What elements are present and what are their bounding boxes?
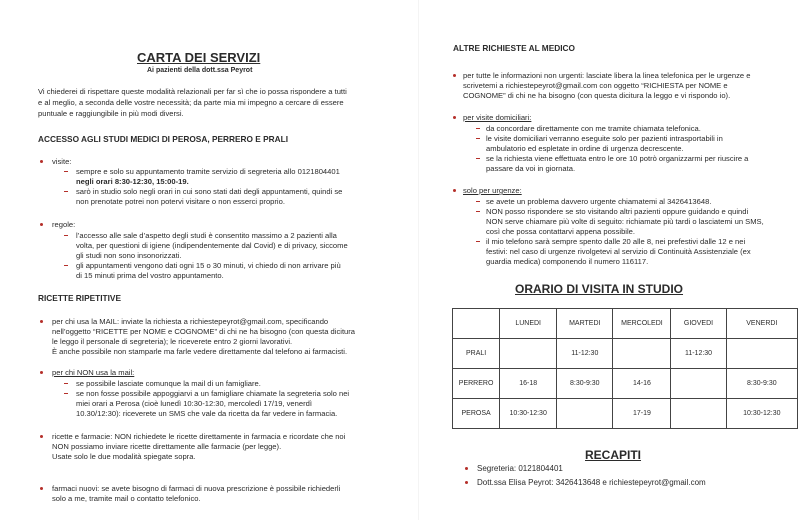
visite-label: visite: <box>52 157 72 166</box>
regole-line: volta, per questioni di igiene (indipendentemente dal Covid) e di privacy, siccome <box>76 241 348 250</box>
regole-label: regole: <box>52 220 76 229</box>
dash-icon <box>476 241 480 242</box>
nomail-line: se non fosse possibile appoggiarvi a un famigliare chiamate la segreteria solo nei <box>76 389 350 398</box>
domiciliari-line: da concordare direttamente con me tramite chiamata telefonica. <box>486 124 701 133</box>
intro-line: Vi chiederei di rispettare queste modalità relazionali per far sì che io possa rispondere a tutti <box>38 87 347 96</box>
urgenze-line: NON serve chiamare più volte di seguito: richiamate più tardi o lasciatemi un SMS, <box>486 217 764 226</box>
table-header-row <box>453 309 798 339</box>
urgenze-line: se avete un problema davvero urgente chiamatemi al 3426413648. <box>486 197 712 206</box>
domiciliari-line: le visite domiciliari verranno eseguite solo per pazienti intrasportabili in <box>486 134 723 143</box>
domiciliari-line: ambulatorio ed espletate in ordine di urgenza decrescente. <box>486 144 684 153</box>
bullet-icon <box>40 371 43 374</box>
schedule-table <box>452 308 798 429</box>
info-line: per tutte le informazioni non urgenti: lasciate libera la linea telefonica per le urgenze e <box>463 71 751 80</box>
page-gutter <box>418 0 419 520</box>
hours-cell: 11-12:30 <box>557 339 613 369</box>
nomail-line: se possibile lasciate comunque la mail di un famigliare. <box>76 379 261 388</box>
bullet-icon <box>40 320 43 323</box>
hours-cell <box>671 399 726 429</box>
hours-cell <box>726 339 797 369</box>
farmacie-line: NON possiamo inviare ricette direttamente alle farmacie (per legge). <box>52 442 282 451</box>
farmacie-line: Usate solo le due modalità spiegate sopra. <box>52 452 196 461</box>
domiciliari-line: se la richiesta viene effettuata entro le ore 10 potrò organizzarmi per riuscire a <box>486 154 749 163</box>
intro-line: puntuale e raggiungibile in più modi diversi. <box>38 109 184 118</box>
section-heading-ricette: RICETTE RIPETITIVE <box>38 293 121 303</box>
nomail-label: per chi NON usa la mail: <box>52 368 135 377</box>
regole-line: di 15 minuti prima del vostro appuntamento. <box>76 271 224 280</box>
farmacie-line: ricette e farmacie: NON richiedete le ricette direttamente in farmacia e ricordate che noi <box>52 432 346 441</box>
dash-icon <box>476 211 480 212</box>
visite-line: sempre e solo su appuntamento tramite servizio di segreteria allo 0121804401 <box>76 167 340 176</box>
dash-icon <box>64 393 68 394</box>
info-line: scrivetemi a richiestepeyrot@gmail.com con oggetto “RICHIESTA per NOME e <box>463 81 728 90</box>
dash-icon <box>476 138 480 139</box>
hours-cell: 14-16 <box>613 369 671 399</box>
bullet-icon <box>40 435 43 438</box>
dash-icon <box>476 158 480 159</box>
orario-title: ORARIO DI VISITA IN STUDIO <box>515 282 684 296</box>
page-title: CARTA DEI SERVIZI <box>137 50 261 65</box>
bullet-icon <box>465 481 468 484</box>
day-header: MERCOLEDI <box>613 309 671 339</box>
nomail-line: 10.30/12:30): riceverete un SMS che vale da ricetta da far vedere in farmacia. <box>76 409 338 418</box>
dash-icon <box>64 235 68 236</box>
nuovi-line: farmaci nuovi: se avete bisogno di farmaci di nuova prescrizione è possibile richiederli <box>52 484 341 493</box>
dash-icon <box>64 171 68 172</box>
dash-icon <box>64 383 68 384</box>
domiciliari-line: passare da voi in giornata. <box>486 164 576 173</box>
bullet-icon <box>453 116 456 119</box>
page-subtitle: Ai pazienti della dott.ssa Peyrot <box>147 67 253 74</box>
dash-icon <box>476 201 480 202</box>
nomail-line: miei orari a Perosa (cioè lunedì 10:30-12:30, mercoledì 17/19, venerdì <box>76 399 312 408</box>
dash-icon <box>64 191 68 192</box>
hours-cell: 16-18 <box>500 369 557 399</box>
bullet-icon <box>465 467 468 470</box>
table-row <box>453 339 798 369</box>
regole-line: gli appuntamenti vengono dati ogni 15 o 30 minuti, vi chiedo di non arrivare più <box>76 261 341 270</box>
hours-cell: 10:30-12:30 <box>726 399 797 429</box>
hours-cell <box>671 369 726 399</box>
intro-line: e al meglio, a seconda delle vostre necessità; da parte mia mi impegno a cercare di essere <box>38 98 344 107</box>
regole-line: gli studi non sono insonorizzati. <box>76 251 182 260</box>
bullet-icon <box>453 74 456 77</box>
bullet-icon <box>453 189 456 192</box>
bullet-icon <box>40 487 43 490</box>
urgenze-line: festivi: nel caso di urgenze rivolgetevi al servizio di Continuità Assistenziale (ex <box>486 247 751 256</box>
bullet-icon <box>40 160 43 163</box>
visite-line: negli orari 8:30-12:30, 15:00-19. <box>76 177 189 186</box>
recapiti-title: RECAPITI <box>585 448 642 462</box>
place-cell: PEROSA <box>453 399 500 429</box>
hours-cell: 17-19 <box>613 399 671 429</box>
hours-cell: 8:30-9:30 <box>557 369 613 399</box>
table-row <box>453 369 798 399</box>
urgenze-line: NON posso rispondere se sto visitando altri pazienti oppure guidando e quindi <box>486 207 749 216</box>
day-header: VENERDI <box>726 309 797 339</box>
day-header: LUNEDI <box>500 309 557 339</box>
urgenze-line: così che possa contattarvi appena possibile. <box>486 227 636 236</box>
nuovi-line: solo a me, tramite mail o contatto telefonico. <box>52 494 201 503</box>
dash-icon <box>476 128 480 129</box>
mail-line: per chi usa la MAIL: inviate la richiesta a richiestepeyrot@gmail.com, specificando <box>52 317 329 326</box>
hours-cell <box>613 339 671 369</box>
hours-cell <box>557 399 613 429</box>
section-heading-altre: ALTRE RICHIESTE AL MEDICO <box>453 43 575 53</box>
hours-cell: 8:30-9:30 <box>726 369 797 399</box>
hours-cell <box>500 339 557 369</box>
hours-cell: 10:30-12:30 <box>500 399 557 429</box>
urgenze-line: guardia medica) componendo il numero 116117. <box>486 257 649 266</box>
domiciliari-label: per visite domiciliari: <box>463 113 532 122</box>
regole-line: l’accesso alle sale d’aspetto degli studi è consentito massimo a 2 pazienti alla <box>76 231 337 240</box>
bullet-icon <box>40 223 43 226</box>
day-header: MARTEDI <box>557 309 613 339</box>
place-cell: PRALI <box>453 339 500 369</box>
mail-line: È anche possibile non stamparle ma farle vedere direttamente dal telefono ai farmacisti. <box>52 347 348 356</box>
mail-line: le leggo il personale di segreteria); le riceverete entro 2 giorni lavorativi. <box>52 337 293 346</box>
urgenze-line: il mio telefono sarà sempre spento dalle 20 alle 8, nei prefestivi dalle 12 e nei <box>486 237 746 246</box>
info-line: COGNOME” di chi ne ha bisogno (con questa dicitura la leggo e vi rispondo io). <box>463 91 731 100</box>
visite-line: sarò in studio solo negli orari in cui sono stati dati degli appuntamenti, quindi se <box>76 187 343 196</box>
table-row <box>453 399 798 429</box>
recapiti-line: Segreteria: 0121804401 <box>477 464 563 473</box>
recapiti-line: Dott.ssa Elisa Peyrot: 3426413648 e richiestepeyrot@gmail.com <box>477 478 706 487</box>
urgenze-label: solo per urgenze: <box>463 186 522 195</box>
dash-icon <box>64 265 68 266</box>
hours-cell: 11-12:30 <box>671 339 726 369</box>
section-heading-access: ACCESSO AGLI STUDI MEDICI DI PEROSA, PERRERO E PRALI <box>38 134 289 144</box>
table-corner-cell <box>453 309 500 339</box>
day-header: GIOVEDI <box>671 309 726 339</box>
place-cell: PERRERO <box>453 369 500 399</box>
visite-line: non prenotate potrei non potervi visitare o non esserci proprio. <box>76 197 285 206</box>
mail-line: nell’oggetto “RICETTE per NOME e COGNOME” di chi ne ha bisogno (con questa dicitura <box>52 327 356 336</box>
